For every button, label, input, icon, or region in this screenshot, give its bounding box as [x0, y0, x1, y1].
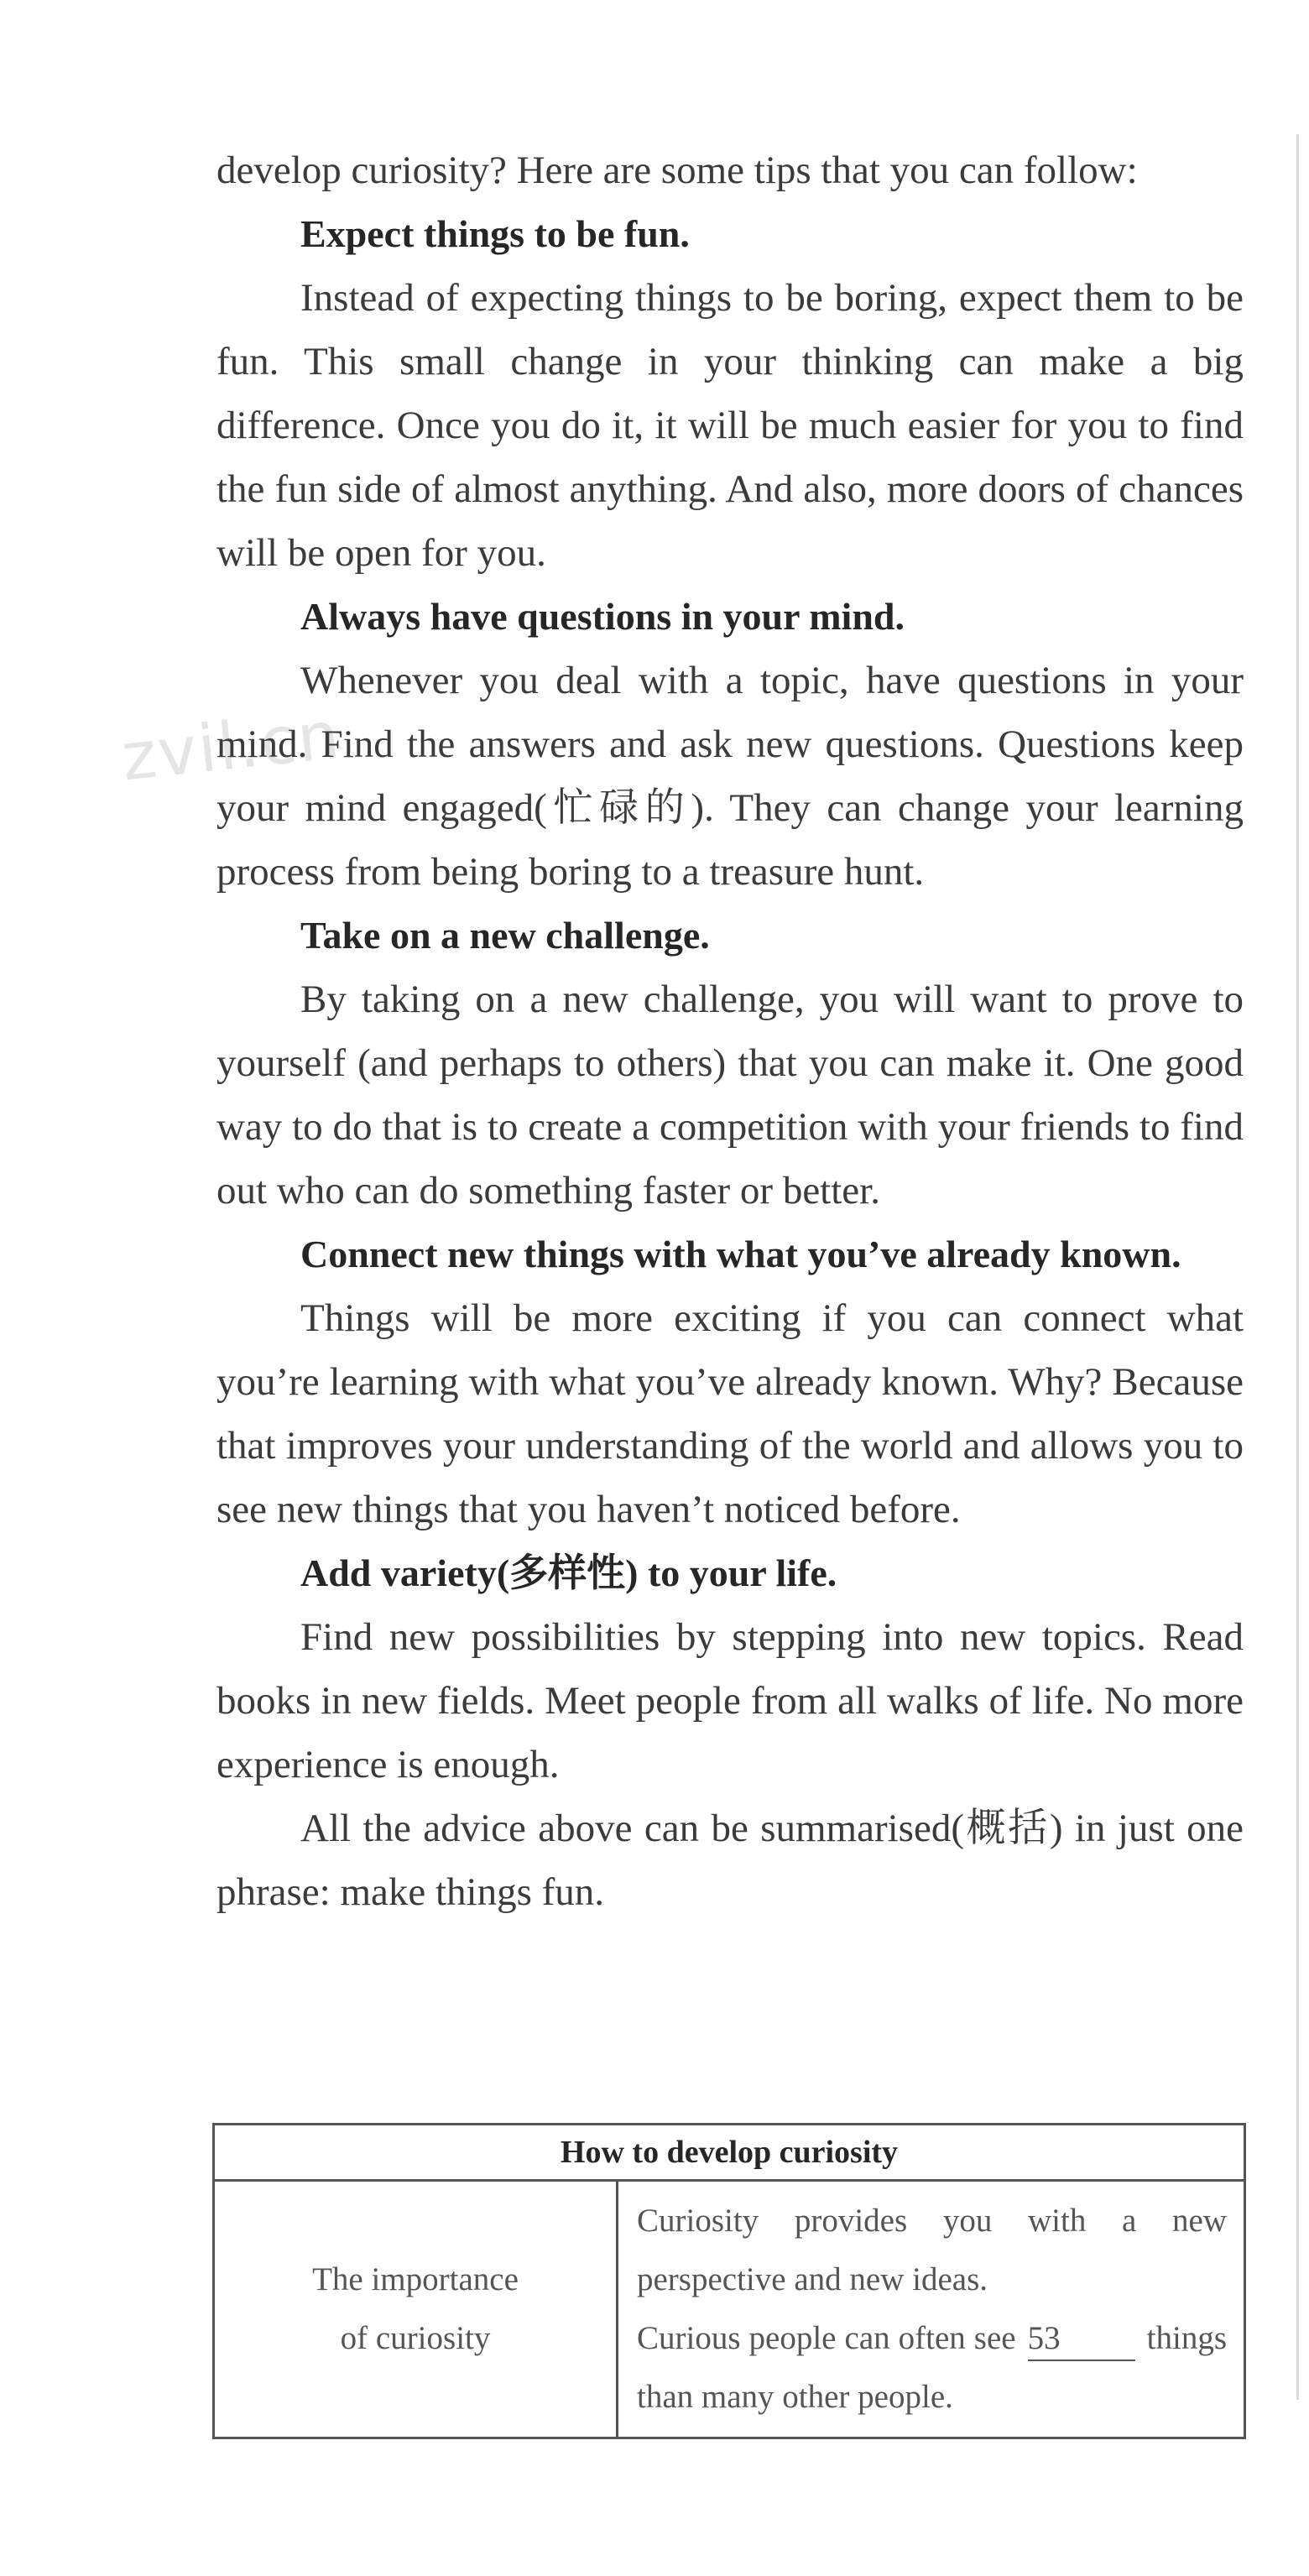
tip-paragraph-4: Things will be more exciting if you can connect what you’re learning with what you’ve already known. Why? Because that improves your understanding of the world and allows you to see new things that you haven’t noticed before. — [216, 1296, 1244, 1531]
watermark: zvil.cn — [118, 697, 345, 796]
summary-table — [212, 2123, 1246, 2439]
tip-paragraph-5: Find new possibilities by stepping into new topics. Read books in new fields. Meet people from all walks of life. No more experience is enough. — [216, 1615, 1244, 1786]
tip-paragraph-1: Instead of expecting things to be boring, expect them to be fun. This small change in your thinking can make a big difference. Once you do it, it will be much easier for you to find the fun side of almost anything. And also, more doors of chances will be open for you. — [216, 276, 1244, 575]
table-header-row — [214, 2125, 1245, 2181]
margin-rule — [1296, 134, 1299, 2400]
row-label-line-2: of curiosity — [340, 2320, 491, 2356]
row-label-cell — [214, 2181, 618, 2438]
row-content-sentence-2 — [637, 2309, 1227, 2427]
sentence-2-after-blank: things than many other people. — [637, 2320, 1228, 2415]
summary-paragraph: All the advice above can be summarised(概括) in just one phrase: make things fun. — [216, 1807, 1244, 1914]
tip-heading-5: Add variety(多样性) to your life. — [300, 1551, 837, 1594]
row-content-cell — [618, 2181, 1245, 2438]
tip-paragraph-2: Whenever you deal with a topic, have questions in your mind. Find the answers and ask new questions. Questions keep your mind engaged(忙碌的). They can change your learning process from being boring to a treasure hunt. — [216, 659, 1244, 894]
row-label-line-1: The importance — [312, 2261, 519, 2297]
row-content-sentence-1: Curiosity provides you with a new perspective and new ideas. — [637, 2203, 1227, 2297]
tip-heading-4: Connect new things with what you’ve already known. — [300, 1233, 1181, 1275]
answer-blank-53[interactable]: 53 — [1028, 2318, 1135, 2361]
table-title: How to develop curiosity — [214, 2125, 1245, 2181]
tip-heading-3: Take on a new challenge. — [300, 914, 710, 957]
tip-paragraph-3: By taking on a new challenge, you will want to prove to yourself (and perhaps to others) that you can make it. One good way to do that is to create a competition with your friends to find out who can do something faster or better. — [216, 978, 1244, 1212]
table-row — [214, 2181, 1245, 2438]
sentence-2-before-blank: Curious people can often see — [637, 2320, 1016, 2356]
reading-passage — [216, 138, 1244, 1924]
intro-line: develop curiosity? Here are some tips that you can follow: — [216, 149, 1138, 192]
tip-heading-1: Expect things to be fun. — [300, 212, 690, 255]
tip-heading-2: Always have questions in your mind. — [300, 595, 905, 638]
